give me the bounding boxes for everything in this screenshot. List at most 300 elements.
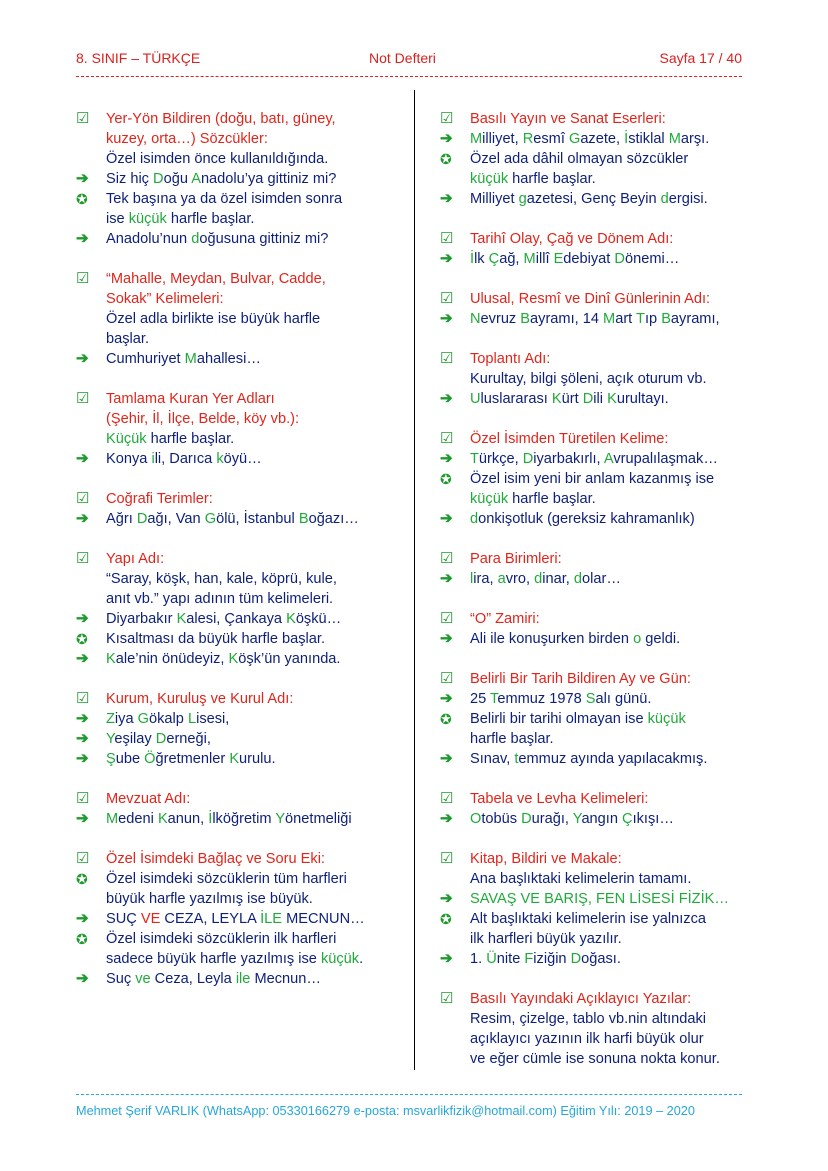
text-segment: ira, xyxy=(473,571,498,587)
header-title: Not Defteri xyxy=(369,50,436,66)
section-title xyxy=(76,389,398,409)
star-badge-icon: ✪ xyxy=(76,871,88,887)
text-segment: debiyat xyxy=(563,251,615,267)
checkbox-icon: ☑ xyxy=(76,850,90,867)
rule-line xyxy=(440,1009,760,1029)
text-segment: iya xyxy=(114,711,138,727)
text-segment: Yapı Adı: xyxy=(106,551,165,567)
highlighted-text: G xyxy=(137,711,149,727)
highlighted-text: SAVAŞ VE BARIŞ, FEN LİSESİ FİZİK… xyxy=(470,891,729,907)
highlighted-text: i xyxy=(151,451,155,467)
rule-line xyxy=(76,189,398,209)
rule-line xyxy=(76,969,398,989)
rule-line xyxy=(440,929,760,949)
text-segment: vro, xyxy=(505,571,535,587)
highlighted-text: T xyxy=(490,691,498,707)
rule-section xyxy=(76,269,398,369)
rule-line xyxy=(440,389,760,409)
text-segment: Alt başlıktaki kelimelerin ise yalnızca xyxy=(470,911,707,927)
arrow-right-icon: ➔ xyxy=(440,630,453,647)
section-title xyxy=(76,789,398,809)
rule-line xyxy=(440,949,760,969)
text-segment: ağ, xyxy=(499,251,524,267)
rule-line xyxy=(440,729,760,749)
text-segment: Tarihî Olay, Çağ ve Dönem Adı: xyxy=(470,231,674,247)
text-segment: harfle başlar. xyxy=(508,491,596,507)
rule-line xyxy=(76,569,398,589)
checkbox-icon: ☑ xyxy=(440,670,454,687)
highlighted-text: Küçük xyxy=(106,431,147,447)
text-segment: Özel isimdeki sözcüklerin ilk harfleri xyxy=(106,931,337,947)
highlighted-text: d xyxy=(470,511,479,527)
text-segment: ağı, Van xyxy=(147,511,205,527)
rule-line xyxy=(440,129,760,149)
rule-section xyxy=(76,109,398,249)
rule-line xyxy=(440,749,760,769)
text-segment: oğası. xyxy=(581,951,621,967)
arrow-right-icon: ➔ xyxy=(76,510,89,527)
text-segment: urultayı. xyxy=(616,391,669,407)
highlighted-text: küçük xyxy=(128,211,167,227)
text-segment: anun, xyxy=(167,811,209,827)
star-badge-icon: ✪ xyxy=(440,711,452,727)
checkbox-icon: ☑ xyxy=(440,290,454,307)
arrow-right-icon: ➔ xyxy=(76,910,89,927)
highlighted-text: K xyxy=(176,611,187,627)
text-segment: geldi. xyxy=(641,631,681,647)
checkbox-icon: ☑ xyxy=(440,550,454,567)
text-segment: ilk harfleri büyük yazılır. xyxy=(470,931,622,947)
section-title xyxy=(440,429,760,449)
checkbox-icon: ☑ xyxy=(76,390,90,407)
text-segment: oğusuna gittiniz mi? xyxy=(199,231,329,247)
text-segment: emmuz 1978 xyxy=(497,691,586,707)
text-segment: (Şehir, İl, İlçe, Belde, köy vb.): xyxy=(106,411,300,427)
highlighted-text: K xyxy=(229,751,240,767)
highlighted-text: l xyxy=(470,571,474,587)
checkbox-icon: ☑ xyxy=(440,990,454,1007)
highlighted-text: K xyxy=(157,811,168,827)
star-badge-icon: ✪ xyxy=(440,911,452,927)
highlighted-text: Ü xyxy=(486,951,497,967)
text-segment: Yer-Yön Bildiren (doğu, batı, güney, xyxy=(106,111,336,127)
rule-section xyxy=(440,989,760,1069)
text-segment: ğretmenler xyxy=(155,751,230,767)
text-segment: Konya xyxy=(106,451,152,467)
rule-line xyxy=(76,509,398,529)
text-segment: Ana başlıktaki kelimelerin tamamı. xyxy=(470,871,692,887)
rule-section xyxy=(440,849,760,969)
text-segment: Diyarbakır xyxy=(106,611,177,627)
highlighted-text: D xyxy=(136,511,148,527)
text-segment: Kitap, Bildiri ve Makale: xyxy=(470,851,622,867)
text-segment: emmuz ayında yapılacakmış. xyxy=(518,751,708,767)
section-title xyxy=(76,409,398,429)
text-segment: alı günü. xyxy=(595,691,652,707)
rule-line xyxy=(440,249,760,269)
section-title xyxy=(440,229,760,249)
text-segment: Ali ile konuşurken birden xyxy=(470,631,634,647)
section-title xyxy=(440,349,760,369)
arrow-right-icon: ➔ xyxy=(440,450,453,467)
text-segment: li, Darıca xyxy=(154,451,217,467)
text-segment: ve eğer cümle ise sonuna nokta konur. xyxy=(470,1051,720,1067)
text-segment: vrupalılaşmak… xyxy=(613,451,718,467)
rule-section xyxy=(440,609,760,649)
left-column xyxy=(76,109,398,1009)
star-badge-icon: ✪ xyxy=(440,471,452,487)
arrow-right-icon: ➔ xyxy=(76,650,89,667)
section-title xyxy=(440,789,760,809)
footer-divider xyxy=(76,1094,742,1095)
highlighted-text: o xyxy=(633,631,642,647)
text-segment: isesi, xyxy=(196,711,230,727)
highlighted-text: küçük xyxy=(647,711,686,727)
rule-line xyxy=(76,449,398,469)
rule-section xyxy=(76,849,398,989)
text-segment: öşkü… xyxy=(295,611,342,627)
page-header xyxy=(76,50,742,70)
highlighted-text: R xyxy=(522,131,534,147)
rule-line xyxy=(440,369,760,389)
section-title xyxy=(440,609,760,629)
rule-line xyxy=(440,909,760,929)
checkbox-icon: ☑ xyxy=(440,850,454,867)
text-segment: harfle başlar. xyxy=(470,731,554,747)
rule-line xyxy=(76,229,398,249)
rule-section xyxy=(440,349,760,409)
text-segment: Cumhuriyet xyxy=(106,351,185,367)
text-segment: büyük harfle yazılmış ise büyük. xyxy=(106,891,313,907)
text-segment: Tabela ve Levha Kelimeleri: xyxy=(470,791,649,807)
rule-line xyxy=(76,149,398,169)
arrow-right-icon: ➔ xyxy=(76,710,89,727)
rule-line xyxy=(76,609,398,629)
highlighted-text: B xyxy=(661,311,671,327)
section-title xyxy=(440,669,760,689)
text-segment: anıt vb.” yapı adının tüm kelimeleri. xyxy=(106,591,334,607)
highlighted-text: D xyxy=(614,251,625,267)
rule-line xyxy=(440,569,760,589)
text-segment: Milliyet xyxy=(470,191,519,207)
text-segment: Mevzuat Adı: xyxy=(106,791,191,807)
text-segment: Para Birimleri: xyxy=(470,551,562,567)
rule-line xyxy=(76,909,398,929)
highlighted-text: t xyxy=(514,751,519,767)
highlighted-text: D xyxy=(155,731,167,747)
text-segment: illiyet, xyxy=(482,131,523,147)
star-badge-icon: ✪ xyxy=(440,151,452,167)
checkbox-icon: ☑ xyxy=(440,610,454,627)
rule-section xyxy=(440,289,760,329)
rule-line xyxy=(440,1029,760,1049)
highlighted-text: T xyxy=(636,311,645,327)
text-segment: ürkçe, xyxy=(478,451,523,467)
text-segment: Belirli Bir Tarih Bildiren Ay ve Gün: xyxy=(470,671,691,687)
text-segment: Özel İsimden Türetilen Kelime: xyxy=(470,431,669,447)
text-segment: inar, xyxy=(542,571,574,587)
rule-line xyxy=(76,649,398,669)
text-segment: sadece büyük harfle yazılmış ise xyxy=(106,951,321,967)
highlighted-text: M xyxy=(106,811,119,827)
text-segment: olar… xyxy=(581,571,621,587)
rule-line xyxy=(440,449,760,469)
highlighted-text: İ xyxy=(208,811,213,827)
rule-line xyxy=(76,429,398,449)
header-page-number: Sayfa 17 / 40 xyxy=(659,50,742,66)
rule-line xyxy=(440,169,760,189)
highlighted-text: K xyxy=(286,611,296,627)
section-title xyxy=(76,549,398,569)
page-footer: Mehmet Şerif VARLIK (WhatsApp: 05330166279 e-posta: msvarlikfizik@hotmail.com) Eğitim Yılı: 2019 – 2020 xyxy=(76,1104,695,1118)
rule-line xyxy=(440,149,760,169)
highlighted-text: d xyxy=(534,571,543,587)
rule-line xyxy=(76,809,398,829)
text-segment: Anadolu’nun xyxy=(106,231,192,247)
checkbox-icon: ☑ xyxy=(440,230,454,247)
checkbox-icon: ☑ xyxy=(76,490,90,507)
text-segment: 25 xyxy=(470,691,491,707)
highlighted-text: G xyxy=(204,511,217,527)
highlighted-text: ve xyxy=(135,971,151,987)
section-title xyxy=(76,849,398,869)
header-subject: 8. SINIF – TÜRKÇE xyxy=(76,50,201,66)
text-segment: ökalp xyxy=(149,711,188,727)
text-segment: önemi… xyxy=(624,251,680,267)
highlighted-text: E xyxy=(553,251,564,267)
rule-line xyxy=(440,1049,760,1069)
rule-section xyxy=(76,389,398,469)
highlighted-text: d xyxy=(573,571,582,587)
text-segment: ise xyxy=(106,211,129,227)
text-segment: Özel ada dâhil olmayan sözcükler xyxy=(470,151,689,167)
highlighted-text: K xyxy=(551,391,562,407)
section-title xyxy=(440,109,760,129)
highlighted-text: K xyxy=(607,391,617,407)
rule-line xyxy=(76,629,398,649)
section-title xyxy=(76,109,398,129)
rule-line xyxy=(440,489,760,509)
highlighted-text: Ç xyxy=(622,811,633,827)
rule-line xyxy=(76,729,398,749)
text-segment: CEZA, LEYLA xyxy=(160,911,261,927)
highlighted-text: A xyxy=(191,171,201,187)
checkbox-icon: ☑ xyxy=(76,110,90,127)
section-title xyxy=(440,849,760,869)
highlighted-text: O xyxy=(470,811,482,827)
highlighted-text: küçük xyxy=(470,491,509,507)
checkbox-icon: ☑ xyxy=(76,690,90,707)
highlighted-text: N xyxy=(470,311,481,327)
text-segment: eşilay xyxy=(114,731,156,747)
text-segment: harfle başlar. xyxy=(166,211,255,227)
arrow-right-icon: ➔ xyxy=(440,810,453,827)
arrow-right-icon: ➔ xyxy=(440,310,453,327)
rule-line xyxy=(76,929,398,949)
column-divider xyxy=(414,90,415,1070)
highlighted-text: Ç xyxy=(488,251,500,267)
highlighted-text: Y xyxy=(572,811,582,827)
section-title xyxy=(440,989,760,1009)
rule-line xyxy=(440,189,760,209)
arrow-right-icon: ➔ xyxy=(76,750,89,767)
text-segment: Toplantı Adı: xyxy=(470,351,551,367)
arrow-right-icon: ➔ xyxy=(440,890,453,907)
text-segment: Ağrı xyxy=(106,511,137,527)
text-segment: esmî xyxy=(533,131,569,147)
text-segment: ergisi. xyxy=(668,191,708,207)
text-segment: MECNUN… xyxy=(282,911,365,927)
section-title xyxy=(76,269,398,289)
text-segment: ıkışı… xyxy=(632,811,674,827)
text-segment: öyü… xyxy=(223,451,262,467)
rule-line xyxy=(76,749,398,769)
text-segment: Tamlama Kuran Yer Adları xyxy=(106,391,275,407)
rule-line xyxy=(440,809,760,829)
highlighted-text: İLE xyxy=(260,911,283,927)
text-segment: “Saray, köşk, han, kale, köprü, kule, xyxy=(106,571,337,587)
highlighted-text: M xyxy=(470,131,483,147)
rule-section xyxy=(76,549,398,669)
text-segment: art xyxy=(615,311,637,327)
highlighted-text: ile xyxy=(235,971,251,987)
rule-line xyxy=(76,209,398,229)
text-segment: “Mahalle, Meydan, Bulvar, Cadde, xyxy=(106,271,326,287)
text-segment: Ulusal, Resmî ve Dinî Günlerinin Adı: xyxy=(470,291,711,307)
red-text: VE xyxy=(140,911,161,927)
text-segment: ube xyxy=(115,751,145,767)
text-segment: Tek başına ya da özel isimden sonra xyxy=(106,191,343,207)
highlighted-text: K xyxy=(106,651,116,667)
highlighted-text: küçük xyxy=(470,171,509,187)
star-badge-icon: ✪ xyxy=(76,931,88,947)
highlighted-text: S xyxy=(585,691,596,707)
section-title xyxy=(76,289,398,309)
highlighted-text: M xyxy=(184,351,197,367)
text-segment: luslararası xyxy=(480,391,552,407)
arrow-right-icon: ➔ xyxy=(440,390,453,407)
text-segment: Belirli bir tarihi olmayan ise xyxy=(470,711,648,727)
text-segment: oğazı… xyxy=(308,511,359,527)
text-segment: Özel isimden önce kullanıldığında. xyxy=(106,151,329,167)
rule-section xyxy=(440,429,760,529)
text-segment: Özel adla birlikte ise büyük harfle xyxy=(106,311,321,327)
highlighted-text: Ö xyxy=(144,751,156,767)
rule-line xyxy=(440,689,760,709)
highlighted-text: Ş xyxy=(106,751,116,767)
text-segment: ili xyxy=(593,391,608,407)
rule-section xyxy=(440,789,760,829)
text-segment: ıp xyxy=(644,311,662,327)
text-segment: harfle başlar. xyxy=(508,171,596,187)
text-segment: evruz xyxy=(480,311,521,327)
text-segment: Özel isim yeni bir anlam kazanmış ise xyxy=(470,471,715,487)
text-segment: SUÇ xyxy=(106,911,141,927)
text-segment: kuzey, orta…) Sözcükler: xyxy=(106,131,268,147)
highlighted-text: M xyxy=(603,311,616,327)
arrow-right-icon: ➔ xyxy=(440,190,453,207)
rule-line xyxy=(440,889,760,909)
checkbox-icon: ☑ xyxy=(440,790,454,807)
text-segment: ayramı, xyxy=(670,311,720,327)
text-segment: Ceza, Leyla xyxy=(150,971,236,987)
text-segment: ürt xyxy=(561,391,583,407)
text-segment: urulu. xyxy=(239,751,276,767)
rule-section xyxy=(440,669,760,769)
text-segment: Siz hiç xyxy=(106,171,154,187)
highlighted-text: Y xyxy=(106,731,115,747)
rule-line xyxy=(440,469,760,489)
text-segment: harfle başlar. xyxy=(146,431,235,447)
checkbox-icon: ☑ xyxy=(76,790,90,807)
rule-section xyxy=(440,549,760,589)
checkbox-icon: ☑ xyxy=(76,550,90,567)
text-segment: urağı, xyxy=(531,811,573,827)
rule-line xyxy=(76,589,398,609)
highlighted-text: küçük xyxy=(320,951,360,967)
text-segment: alesi, Çankaya xyxy=(186,611,287,627)
text-segment: ayramı, 14 xyxy=(530,311,604,327)
checkbox-icon: ☑ xyxy=(440,350,454,367)
highlighted-text: M xyxy=(668,131,681,147)
text-segment: . xyxy=(359,951,364,967)
arrow-right-icon: ➔ xyxy=(440,510,453,527)
text-segment: nadolu’ya gittiniz mi? xyxy=(200,171,337,187)
text-segment: öşk’ün yanında. xyxy=(238,651,341,667)
highlighted-text: Z xyxy=(106,711,115,727)
text-segment: “O” Zamiri: xyxy=(470,611,540,627)
arrow-right-icon: ➔ xyxy=(76,450,89,467)
highlighted-text: D xyxy=(570,951,582,967)
text-segment: Sınav, xyxy=(470,751,515,767)
arrow-right-icon: ➔ xyxy=(440,130,453,147)
arrow-right-icon: ➔ xyxy=(76,170,89,187)
rule-line xyxy=(76,329,398,349)
text-segment: nite xyxy=(496,951,525,967)
right-column xyxy=(440,109,760,1089)
highlighted-text: a xyxy=(497,571,506,587)
text-segment: onkişotluk (gereksiz kahramanlık) xyxy=(478,511,695,527)
rule-section xyxy=(440,109,760,209)
highlighted-text: D xyxy=(153,171,164,187)
text-segment: Kurum, Kuruluş ve Kurul Adı: xyxy=(106,691,294,707)
arrow-right-icon: ➔ xyxy=(440,750,453,767)
highlighted-text: D xyxy=(522,451,534,467)
text-segment: erneği, xyxy=(166,731,211,747)
arrow-right-icon: ➔ xyxy=(76,350,89,367)
text-segment: lk xyxy=(474,251,489,267)
highlighted-text: d xyxy=(660,191,669,207)
rule-line xyxy=(440,509,760,529)
text-segment: azete, xyxy=(580,131,625,147)
rule-line xyxy=(440,629,760,649)
highlighted-text: K xyxy=(228,651,239,667)
text-segment: stiklal xyxy=(628,131,669,147)
text-segment: edeni xyxy=(118,811,158,827)
section-title xyxy=(76,489,398,509)
arrow-right-icon: ➔ xyxy=(440,250,453,267)
rule-line xyxy=(440,309,760,329)
star-badge-icon: ✪ xyxy=(76,191,88,207)
rule-line xyxy=(76,349,398,369)
text-segment: Coğrafi Terimler: xyxy=(106,491,213,507)
text-segment: angın xyxy=(581,811,623,827)
highlighted-text: B xyxy=(520,311,531,327)
text-segment: ahallesi… xyxy=(196,351,261,367)
text-segment: Özel İsimdeki Bağlaç ve Soru Eki: xyxy=(106,851,325,867)
highlighted-text: L xyxy=(187,711,197,727)
section-title xyxy=(440,549,760,569)
